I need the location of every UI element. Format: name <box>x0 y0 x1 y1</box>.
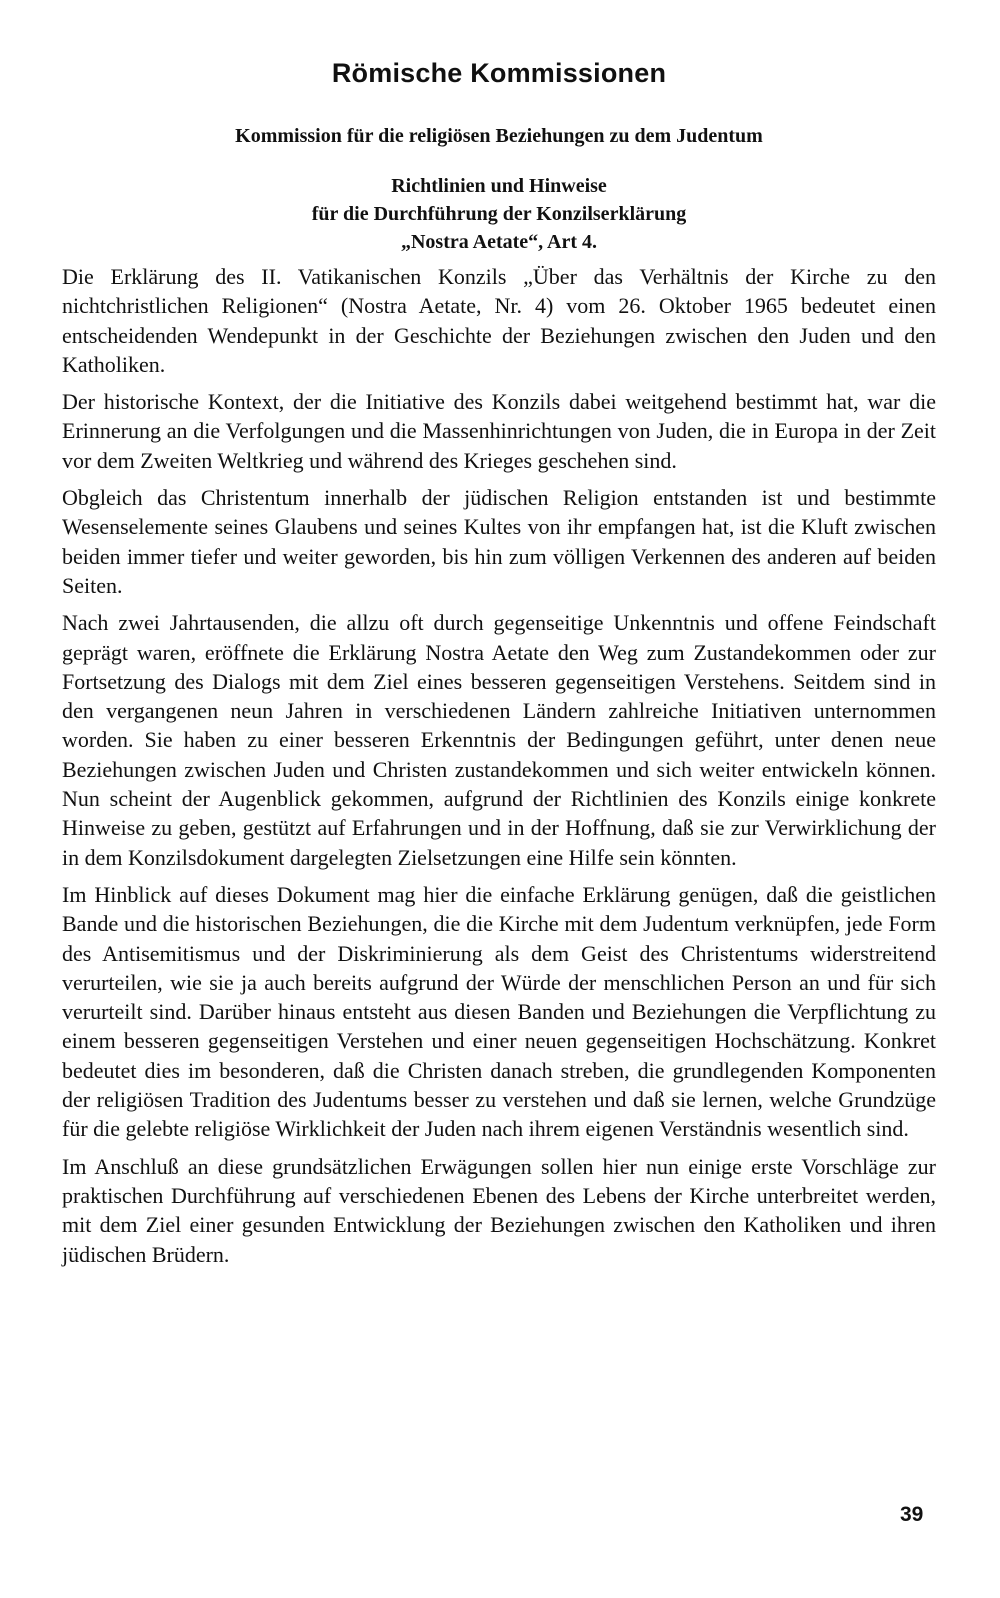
body-paragraph: Im Anschluß an diese grundsätzlichen Erwägungen sollen hier nun einige erste Vorschläge zur praktischen Durchführung auf verschiedenen Ebenen des Lebens der Kirche unterbreitet werden, mit dem Ziel einer gesunden Entwicklung der Beziehungen zwischen den Katholiken und ihren jüdischen Brüdern. <box>62 1153 936 1267</box>
body-paragraph: Im Hinblick auf dieses Dokument mag hier die einfache Erklärung genügen, daß die geistlichen Bande und die historischen Beziehungen, die die Kirche mit dem Judentum verknüpfen, jede Form des Antisemitismus und der Diskriminierung als dem Geist des Christentums widerstreitend verurteilen, wie sie ja auch bereits aufgrund der Würde der menschlichen Person an und für sich verurteilt sind. Darüber hinaus entsteht aus diesen Banden und Beziehungen die Verpflichtung zu einem besseren gegenseitigen Verstehen und einer neuen gegenseitigen Hochschätzung. Konkret bedeutet dies im besonderen, daß die Christen danach streben, die grundlegenden Komponenten der religiösen Tradition des Judentums besser zu verstehen und daß sie lernen, welche Grundzüge für die gelebte religiöse Wirklichkeit der Juden nach ihrem eigenen Verständnis wesentlich sind. <box>62 881 936 1142</box>
body-paragraph: Der historische Kontext, der die Initiative des Konzils dabei weitgehend bestimmt hat, war die Erinnerung an die Verfolgungen und die Massenhinrichtungen von Juden, die in Europa in der Zeit vor dem Zweiten Weltkrieg und während des Krieges geschehen sind. <box>62 389 936 473</box>
guidelines-line: „Nostra Aetate“, Art 4. <box>400 231 598 253</box>
body-paragraph: Die Erklärung des II. Vatikanischen Konzils „Über das Verhältnis der Kirche zu den nichtchristlichen Religionen“ (Nostra Aetate, Nr. 4) vom 26. Oktober 1965 bedeutet einen entscheidenden Wendepunkt in der Geschichte der Beziehungen zwischen den Juden und den Katholiken. <box>62 264 936 377</box>
guidelines-heading <box>62 172 936 256</box>
page-title: Römische Kommissionen <box>331 58 667 88</box>
document-page <box>62 58 936 1277</box>
guidelines-line: Richtlinien und Hinweise <box>391 175 607 197</box>
page-number: 39 <box>900 1503 924 1526</box>
body-paragraph: Obgleich das Christentum innerhalb der jüdischen Religion entstanden ist und bestimmte Wesenselemente seines Glaubens und seines Kultes von ihr empfangen hat, ist die Kluft zwischen beiden immer tiefer und weiter geworden, bis hin zum völligen Verkennen des anderen auf beiden Seiten. <box>62 485 936 598</box>
body-paragraph: Nach zwei Jahrtausenden, die allzu oft durch gegenseitige Unkenntnis und offene Feindschaft geprägt waren, eröffnete die Erklärung Nostra Aetate den Weg zum Zustandekommen oder zur Fortsetzung des Dialogs mit dem Ziel eines besseren gegenseitigen Verstehens. Seitdem sind in den vergangenen neun Jahren in verschiedenen Ländern zahlreiche Initiativen unternommen worden. Sie haben zu einer besseren Erkenntnis der Bedingungen geführt, unter denen neue Beziehungen zwischen Juden und Christen zustandekommen und sich weiter entwickeln können. Nun scheint der Augenblick gekommen, aufgrund der Richtlinien des Konzils einige konkrete Hinweise zu geben, gestützt auf Erfahrungen und in der Hoffnung, daß sie zur Verwirklichung der in dem Konzilsdokument dargelegten Zielsetzungen eine Hilfe sein könnten. <box>62 610 936 870</box>
commission-subtitle: Kommission für die religiösen Beziehungen zu dem Judentum <box>235 125 763 147</box>
guidelines-line: für die Durchführung der Konzilserklärung <box>311 203 687 225</box>
